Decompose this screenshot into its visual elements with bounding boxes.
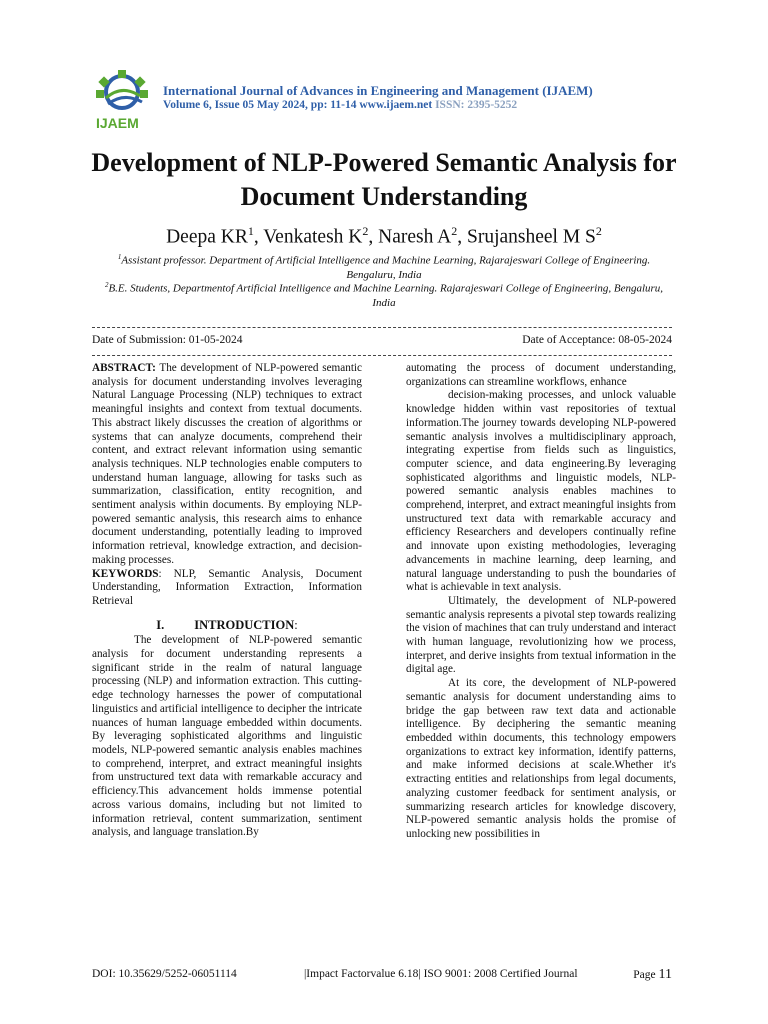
affiliation-mark: 2 [104,281,109,289]
journal-meta [163,99,517,111]
author-name: Venkatesh K [263,226,363,248]
abstract-text: The development of NLP-powered semantic analysis for document understanding involves leveraging Natural Language Processing (NLP) techniques to extract meaningful insights and context from textual documents. This abstract likely discusses the creation of algorithms or systems that can analyze documents, comprehend their content, and extract relevant information using semantic analysis techniques. NLP technologies enable computers to understand human language, allowing for tasks such as summarization, classification, entity recognition, and sentiment analysis within documents. By employing NLP-powered semantic analysis, this research aims to enhance document understanding, potentially leading to improved information retrieval, knowledge extraction, and decision-making processes. [92,362,362,566]
footer-page [633,967,672,983]
volume-issue: Volume 6, Issue 05 May 2024, pp: 11-14 [163,99,357,111]
author-affil-mark: 1 [247,224,254,238]
page-number: 11 [658,967,672,982]
section-colon: : [294,617,298,632]
footer-doi[interactable]: DOI: 10.35629/5252-06051114 [92,968,237,980]
abstract-paragraph [92,362,362,568]
section-heading-introduction [92,619,362,633]
author-separator: , [253,226,264,248]
intro-paragraph-1: The development of NLP-powered semantic analysis for document understanding represents a significant stride in the realm of natural language processing (NLP) and information extraction. This cutting-edge technology harnesses the power of computational linguistics and artificial intelligence to decipher the intricate nuances of human language embedded within documents. By leveraging sophisticated algorithms and linguistic models, NLP-powered semantic analysis enables machines to comprehend, interpret, and extract meaningful insights from unstructured text data with remarkable accuracy and efficiency.This advancement holds immense potential across various domains, including but not limited to information retrieval, content summarization, sentiment analysis, and language translation.By [92,634,362,839]
author-separator: , [368,226,379,248]
divider-top [92,327,672,328]
keywords-paragraph [92,568,362,609]
keywords-text: : NLP, Semantic Analysis, Document Understanding, Information Extraction, Information Retrieval [92,567,362,607]
journal-name: International Journal of Advances in Engineering and Management (IJAEM) [163,83,593,98]
author-list [40,224,728,249]
footer-impact: |Impact Factorvalue 6.18| ISO 9001: 2008 Certified Journal [304,968,578,980]
logo-text: IJAEM [96,115,139,131]
right-paragraph-3: Ultimately, the development of NLP-powered semantic analysis represents a pivotal step towards realizing the vision of machines that can truly understand and interact with human language, revolutionizing how we process, interpret, and derive insights from textual information in the digital age. [406,594,676,676]
section-title: INTRODUCTION [194,617,295,632]
submission-date: Date of Submission: 01-05-2024 [92,334,243,346]
ijaem-logo [92,68,160,132]
journal-website[interactable]: www.ijaem.net [359,99,433,111]
right-column [406,362,676,842]
divider-bottom [92,355,672,356]
affiliation-2 [100,278,668,310]
left-column [92,362,362,840]
author-name: Deepa KR [166,226,248,248]
author-affil-mark: 2 [362,224,369,238]
affiliation-text: Assistant professor. Department of Artificial Intelligence and Machine Learning, Rajarajeswari College of Engineering. Bengaluru, India [121,254,651,281]
journal-header [92,68,692,134]
right-paragraph-1: automating the process of document understanding, organizations can streamline workflows, enhance [406,362,676,388]
section-number: I. [156,617,165,632]
paper-title: Development of NLP-Powered Semantic Analysis for Document Understanding [91,148,677,211]
author-name: Srujansheel M S [466,226,596,248]
acceptance-date: Date of Acceptance: 08-05-2024 [522,334,672,346]
right-paragraph-2: decision-making processes, and unlock valuable knowledge hidden within vast repositories of textual information.The journey towards developing NLP-powered semantic analysis involves a multidisciplinary approach, integrating expertise from fields such as linguistics, computer science, and data engineering.By leveraging sophisticated algorithms and linguistic models, NLP-powered semantic analysis enables machines to comprehend, interpret, and extract meaningful insights from unstructured text data with remarkable accuracy and efficiency Researchers and developers continually refine and innovate upon existing methodologies, leveraging advancements in machine learning, deep learning, and natural language understanding to push the boundaries of what is achievable in text analysis. [406,389,676,594]
author-name: Naresh A [378,226,452,248]
abstract-label: ABSTRACT: [92,362,156,374]
affiliation-mark: 1 [117,253,122,261]
page-label: Page [633,969,656,981]
author-separator: , [457,226,467,248]
keywords-label: KEYWORDS [92,567,159,580]
right-paragraph-4: At its core, the development of NLP-powered semantic analysis for document understanding aims to bridge the gap between raw text data and actionable intelligence. By deciphering the semantic meaning embedded within documents, this technology empowers organizations to extract key information, identify patterns, and make informed decisions at scale.Whether it's extracting entities and relationships from legal documents, analyzing customer feedback for sentiment analysis, or summarizing research articles for knowledge discovery, NLP-powered semantic analysis holds the promise of unlocking new possibilities in [406,677,676,840]
author-affil-mark: 2 [451,224,458,238]
journal-issn: ISSN: 2395-5252 [435,99,518,111]
affiliation-1 [100,250,668,282]
author-affil-mark: 2 [595,224,602,238]
affiliation-text: B.E. Students, Departmentof Artificial Intelligence and Machine Learning. Rajarajeswari College of Engineering, Bengaluru, India [108,282,664,309]
